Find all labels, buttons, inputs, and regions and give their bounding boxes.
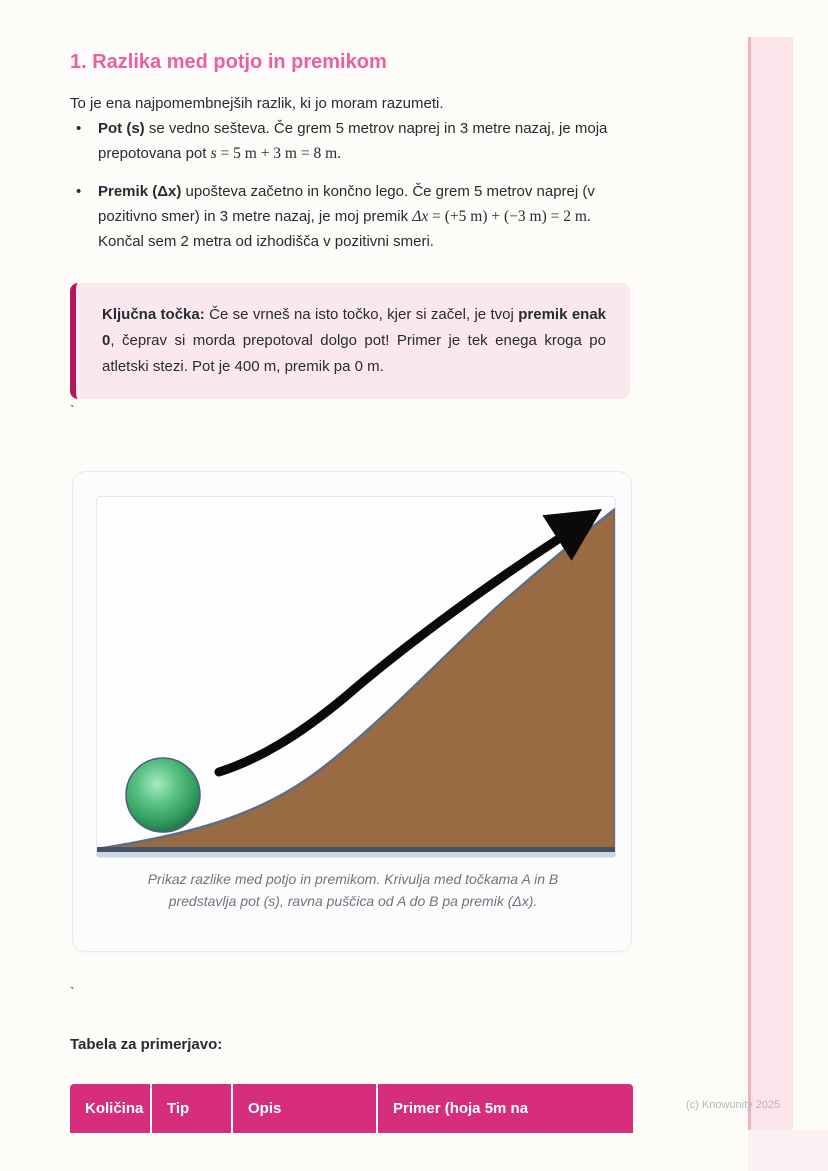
bullet-item-premik bbox=[70, 179, 632, 254]
intro-paragraph: To je ena najpomembnejših razlik, ki jo moram razumeti. bbox=[70, 95, 444, 112]
table-heading: Tabela za primerjavo: bbox=[70, 1036, 223, 1053]
comparison-table-header-row bbox=[70, 1084, 633, 1133]
math-expression: = 5 m + 3 m = 8 m. bbox=[216, 145, 342, 162]
ground-line bbox=[97, 847, 615, 852]
stray-backtick-1: ` bbox=[70, 402, 75, 418]
bullet-bold-term: Premik (Δx) bbox=[98, 183, 182, 200]
stray-backtick-2: ` bbox=[70, 984, 75, 1000]
page-edge-strip-fade bbox=[748, 1130, 828, 1171]
page-edge-strip bbox=[748, 37, 793, 1130]
bullet-text-premik bbox=[98, 179, 632, 254]
table-header-kolicina: Količina bbox=[70, 1084, 150, 1133]
key-point-callout bbox=[70, 283, 630, 399]
callout-text: Če se vrneš na isto točko, kjer si začel, je tvoj bbox=[204, 306, 519, 323]
figure-drawing bbox=[97, 497, 615, 857]
bullet-item-pot bbox=[70, 116, 632, 166]
callout-bold-phrase: premik enak 0 bbox=[102, 306, 607, 349]
ground-line-light bbox=[97, 852, 615, 857]
callout-text-end: , čeprav si morda prepotoval dolgo pot! Primer je tek enega kroga po atletski stezi. Pot je 400 m, premik pa 0 m. bbox=[102, 332, 606, 375]
figure-caption: Prikaz razlike med potjo in premikom. Krivulja med točkama A in B predstavlja pot (s), ravna puščica od A do B pa premik (Δx). bbox=[147, 871, 559, 909]
page-title: 1. Razlika med potjo in premikom bbox=[70, 51, 387, 74]
bullet-list bbox=[70, 116, 632, 267]
bullet-body: se vedno sešteva. Če grem 5 metrov naprej in 3 metre nazaj, je moja prepotovana pot bbox=[98, 120, 608, 162]
callout-lead-bold: Ključna točka: bbox=[102, 306, 205, 323]
bullet-bold-term: Pot (s) bbox=[98, 120, 145, 137]
green-ball bbox=[126, 758, 200, 832]
table-header-tip: Tip bbox=[152, 1084, 231, 1133]
math-variable: Δx bbox=[412, 208, 429, 225]
figure-card bbox=[72, 471, 632, 952]
bullet-text-pot bbox=[98, 116, 632, 166]
bullet-body-end: Končal sem 2 metra od izhodišča v pozitivni smeri. bbox=[98, 233, 434, 250]
watermark: (c) Knowunity 2025 bbox=[686, 1099, 781, 1111]
table-header-primer: Primer (hoja 5m na bbox=[378, 1084, 633, 1133]
math-variable: s bbox=[210, 145, 217, 162]
figure-image[interactable] bbox=[96, 496, 616, 858]
bullet-marker: • bbox=[76, 183, 82, 200]
bullet-body: upošteva začetno in končno lego. Če grem 5 metrov naprej (v pozitivno smer) in 3 metre nazaj, je moj premik bbox=[98, 183, 595, 225]
bullet-marker: • bbox=[76, 120, 82, 137]
table-header-opis: Opis bbox=[233, 1084, 376, 1133]
math-expression: = (+5 m) + (−3 m) = 2 m. bbox=[428, 208, 591, 225]
